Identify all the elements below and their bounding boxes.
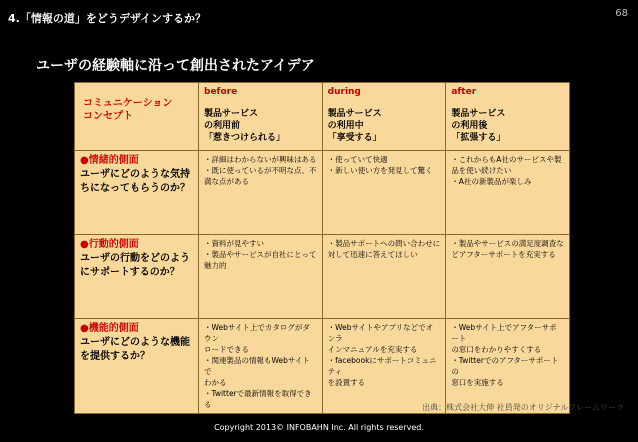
phase-tag: before <box>204 87 238 97</box>
cell-line: ・製品サポートへの問い合わせに <box>327 239 441 248</box>
table-cell <box>199 151 323 235</box>
concept-label-line-1: コミュニケーション <box>83 98 173 109</box>
source-note: 出典：株式会社大伸 社員発のオリジナルフレームワーク <box>422 403 624 412</box>
phase-tag: after <box>451 87 477 97</box>
cell-line: ・既に使っているが不明な点、不 <box>204 166 317 175</box>
copyright: Copyright 2013© INFOBAHN Inc. All rights reserved. <box>214 423 424 432</box>
cell-line: ・資料が見やすい <box>204 239 264 248</box>
row-head-title: ●情緒的側面 <box>80 155 139 166</box>
cell-line: ・facebookにサポートコミュニティ <box>327 356 437 376</box>
cell-line: ・A社の新製品が楽しみ <box>451 177 532 186</box>
row-head-functional <box>75 319 199 414</box>
cell-line: ・製品やサービスの満足度調査な <box>451 239 564 248</box>
phase-line: の利用中 <box>327 121 364 131</box>
cell-line: ・Webサイトやアプリなどでオンラ <box>327 323 434 343</box>
cell-line: 窓口を実施する <box>451 378 504 387</box>
table-cell <box>446 235 570 319</box>
phase-line: 「享受する」 <box>327 133 382 143</box>
phase-during <box>322 83 446 151</box>
page-number: 68 <box>615 8 628 19</box>
cell-line: 魅力的 <box>204 261 227 270</box>
phase-tag: during <box>327 87 361 97</box>
row-head-line: にサポートするのか？ <box>80 267 180 278</box>
cell-line: ・Twitterで最新情報を取得でき <box>204 389 312 398</box>
cell-line: ・Twitterでのアフターサポートの <box>451 356 559 376</box>
table-cell <box>322 319 446 414</box>
table-cell <box>446 319 570 414</box>
section-title: 4.「情報の道」をどうデザインするか？ <box>8 12 207 25</box>
cell-line: ・Webサイト上でカタログがダウン <box>204 323 310 343</box>
cell-line: の窓口をわかりやすくする <box>451 345 542 354</box>
phase-line: 「拡張する」 <box>451 133 506 143</box>
row-head-line: ユーザの行動をどのよう <box>80 253 190 264</box>
cell-line: ・製品やサービスが自社にとって <box>204 250 317 259</box>
cell-line: ・使っていて快適 <box>327 155 388 164</box>
row-head-line: を提供するか？ <box>80 351 150 362</box>
cell-line: 品を使い続けたい <box>451 166 512 175</box>
cell-line: ・新しい使い方を発見して驚く <box>327 166 433 175</box>
phase-line: の利用前 <box>204 121 241 131</box>
cell-line: インマニュアルを充実する <box>327 345 418 354</box>
row-head-line: ユーザにどのような機能 <box>80 337 190 348</box>
idea-table <box>74 82 570 414</box>
table-cell <box>322 235 446 319</box>
row-head-title: ●機能的側面 <box>80 323 139 334</box>
phase-line: 製品サービス <box>204 109 259 119</box>
phase-line: 「惹きつけられる」 <box>204 133 286 143</box>
row-head-emotional <box>75 151 199 235</box>
cell-line: を設置する <box>327 378 366 387</box>
cell-line: ロードできる <box>204 345 249 354</box>
table-cell <box>199 319 323 414</box>
row-head-behavioral <box>75 235 199 319</box>
phase-line: 製品サービス <box>327 109 382 119</box>
cell-line: 対して迅速に答えてほしい <box>327 250 418 259</box>
row-head-line: ちになってもらうのか？ <box>80 183 190 194</box>
table-cell <box>446 151 570 235</box>
page-title: ユーザの経験軸に沿って創出されたアイデア <box>36 58 315 74</box>
phase-line: の利用後 <box>451 121 488 131</box>
cell-line: どアフターサポートを充実する <box>451 250 556 259</box>
table-cell <box>199 235 323 319</box>
cell-line: ・関連製品の情報もWebサイトで <box>204 356 310 376</box>
row-head-line: ユーザにどのような気持 <box>80 169 190 180</box>
cell-line: わかる <box>204 378 227 387</box>
cell-line: ・Webサイト上でアフターサポート <box>451 323 557 343</box>
cell-line: ・詳細はわからないが興味はある <box>204 155 317 164</box>
phase-before <box>199 83 323 151</box>
cell-line: る <box>204 400 212 409</box>
phase-line: 製品サービス <box>451 109 506 119</box>
corner-cell <box>75 83 199 151</box>
cell-line: ・これからもA社のサービスや製 <box>451 155 562 164</box>
concept-label-line-2: コンセプト <box>83 111 133 122</box>
table-cell <box>322 151 446 235</box>
row-head-title: ●行動的側面 <box>80 239 139 250</box>
cell-line: 満な点がある <box>204 177 249 186</box>
phase-after <box>446 83 570 151</box>
